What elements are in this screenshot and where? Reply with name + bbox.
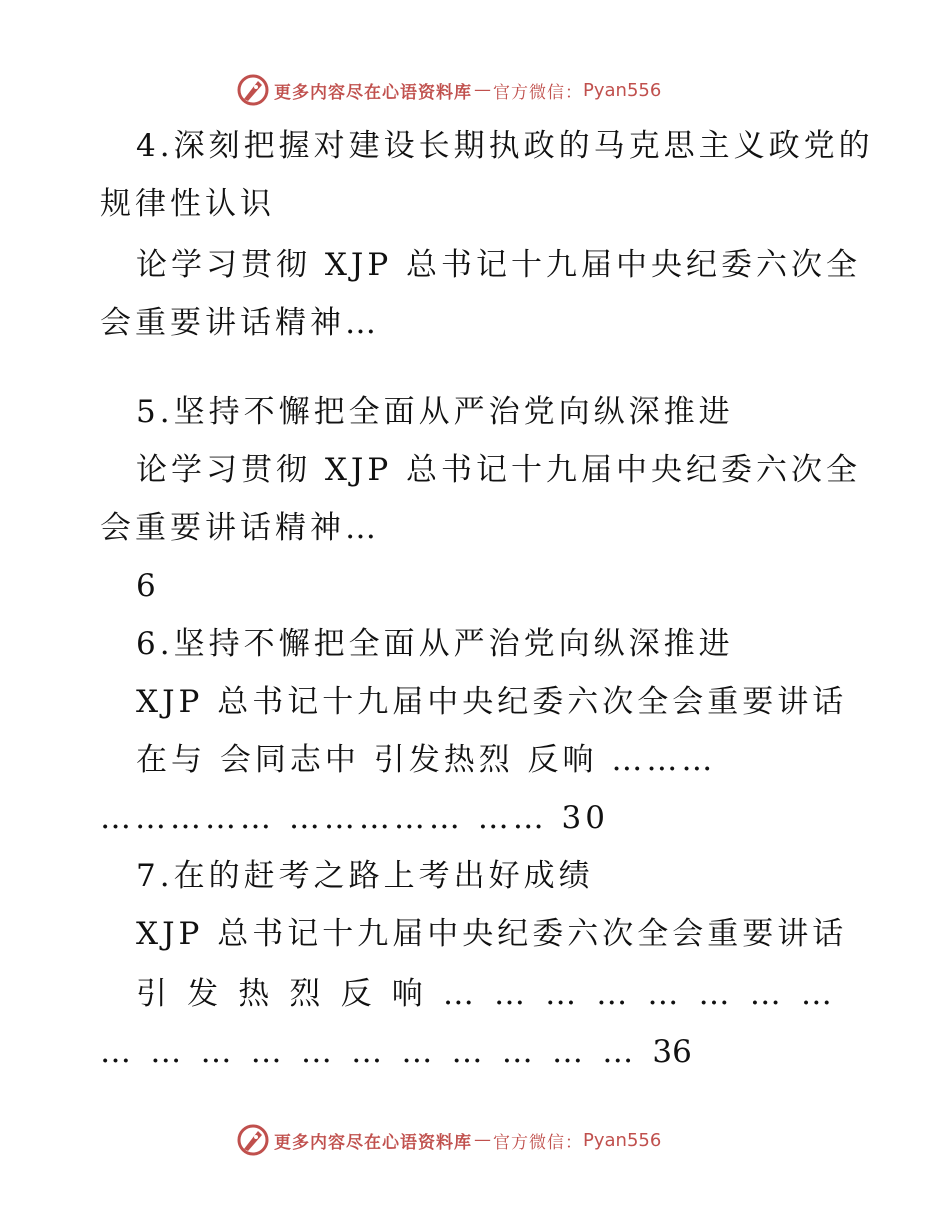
banner-wechat-id: Pyan556 [583, 79, 662, 101]
toc-entry-6-subtitle-line1: XJP 总书记十九届中央纪委六次全会重要讲话 [136, 684, 848, 720]
banner-official-label: 官方微信： [493, 82, 583, 103]
toc-entry-7-leader-mark: … [200, 1034, 232, 1070]
toc-entry-7-leader-mark: … [300, 1034, 332, 1070]
toc-entry-7-subtitle-char: 响 [391, 976, 423, 1012]
toc-entry-7-subtitle-char: … [647, 976, 679, 1012]
toc-entry-7-page-number: 36 [652, 1034, 692, 1070]
header-banner [236, 72, 661, 108]
toc-entry-4-subtitle-line1: 论学习贯彻 XJP 总书记十九届中央纪委六次全 [136, 247, 862, 283]
toc-entry-7-subtitle-char: 反 [340, 976, 372, 1012]
toc-entry-7-subtitle-char: 引 [136, 976, 167, 1012]
toc-entry-7-leader-mark: … [100, 1034, 131, 1070]
toc-entry-7-leader-mark: … [150, 1034, 182, 1070]
toc-entry-5-title: 5.坚持不懈把全面从严治党向纵深推进 [136, 394, 734, 430]
footer-banner [236, 1122, 661, 1158]
toc-entry-7-subtitle-char: … [493, 976, 525, 1012]
toc-entry-7-leader-mark: … [451, 1034, 483, 1070]
toc-entry-5-page-number: 6 [136, 568, 156, 604]
banner-brand: 更多内容尽在心语资料库 [274, 82, 472, 103]
toc-entry-7-leader-mark: … [551, 1034, 583, 1070]
banner-separator: — [474, 80, 491, 100]
toc-entry-7-subtitle-char: 热 [238, 976, 270, 1012]
toc-entry-7-subtitle-char: … [442, 976, 474, 1012]
toc-entry-7-subtitle-char: … [749, 976, 781, 1012]
banner-official-label: 官方微信： [493, 1132, 583, 1153]
toc-entry-7-leader-mark: … [501, 1034, 533, 1070]
toc-entry-7-subtitle-char: … [596, 976, 628, 1012]
quill-logo-icon [236, 73, 270, 107]
toc-entry-7-leader-mark: … [351, 1034, 383, 1070]
toc-entry-7-subtitle-char: 烈 [289, 976, 321, 1012]
toc-entry-4-title-line1: 4.深刻把握对建设长期执政的马克思主义政党的 [136, 128, 874, 164]
toc-entry-7-leader-page [100, 1032, 692, 1072]
toc-entry-7-title: 7.在的赶考之路上考出好成绩 [136, 858, 594, 894]
toc-entry-7-subtitle-line1: XJP 总书记十九届中央纪委六次全会重要讲话 [136, 916, 848, 952]
toc-entry-7-leader-mark: … [602, 1034, 634, 1070]
toc-entry-7-subtitle-char: … [800, 976, 832, 1012]
banner-brand: 更多内容尽在心语资料库 [274, 1132, 472, 1153]
toc-entry-6-subtitle-line2: 在与 会同志中 引发热烈 反响 ……… [136, 742, 717, 778]
toc-entry-7-leader-mark: … [250, 1034, 282, 1070]
quill-logo-icon [236, 1123, 270, 1157]
toc-entry-7-subtitle-char: … [698, 976, 730, 1012]
toc-entry-4-subtitle-line2: 会重要讲话精神… [100, 305, 380, 341]
toc-entry-7-subtitle-line2 [136, 974, 832, 1014]
toc-entry-6-title: 6.坚持不懈把全面从严治党向纵深推进 [136, 626, 734, 662]
toc-entry-5-subtitle-line1: 论学习贯彻 XJP 总书记十九届中央纪委六次全 [136, 452, 862, 488]
banner-wechat-id: Pyan556 [583, 1129, 662, 1151]
toc-entry-7-subtitle-char: 发 [187, 976, 219, 1012]
banner-separator: — [474, 1130, 491, 1150]
toc-entry-4-title-line2: 规律性认识 [100, 186, 275, 222]
toc-entry-5-subtitle-line2: 会重要讲话精神… [100, 510, 380, 546]
toc-entry-7-subtitle-char: … [545, 976, 577, 1012]
toc-entry-6-leader-page: …………… …………… …… 30 [100, 800, 610, 836]
toc-entry-7-leader-mark: … [401, 1034, 433, 1070]
